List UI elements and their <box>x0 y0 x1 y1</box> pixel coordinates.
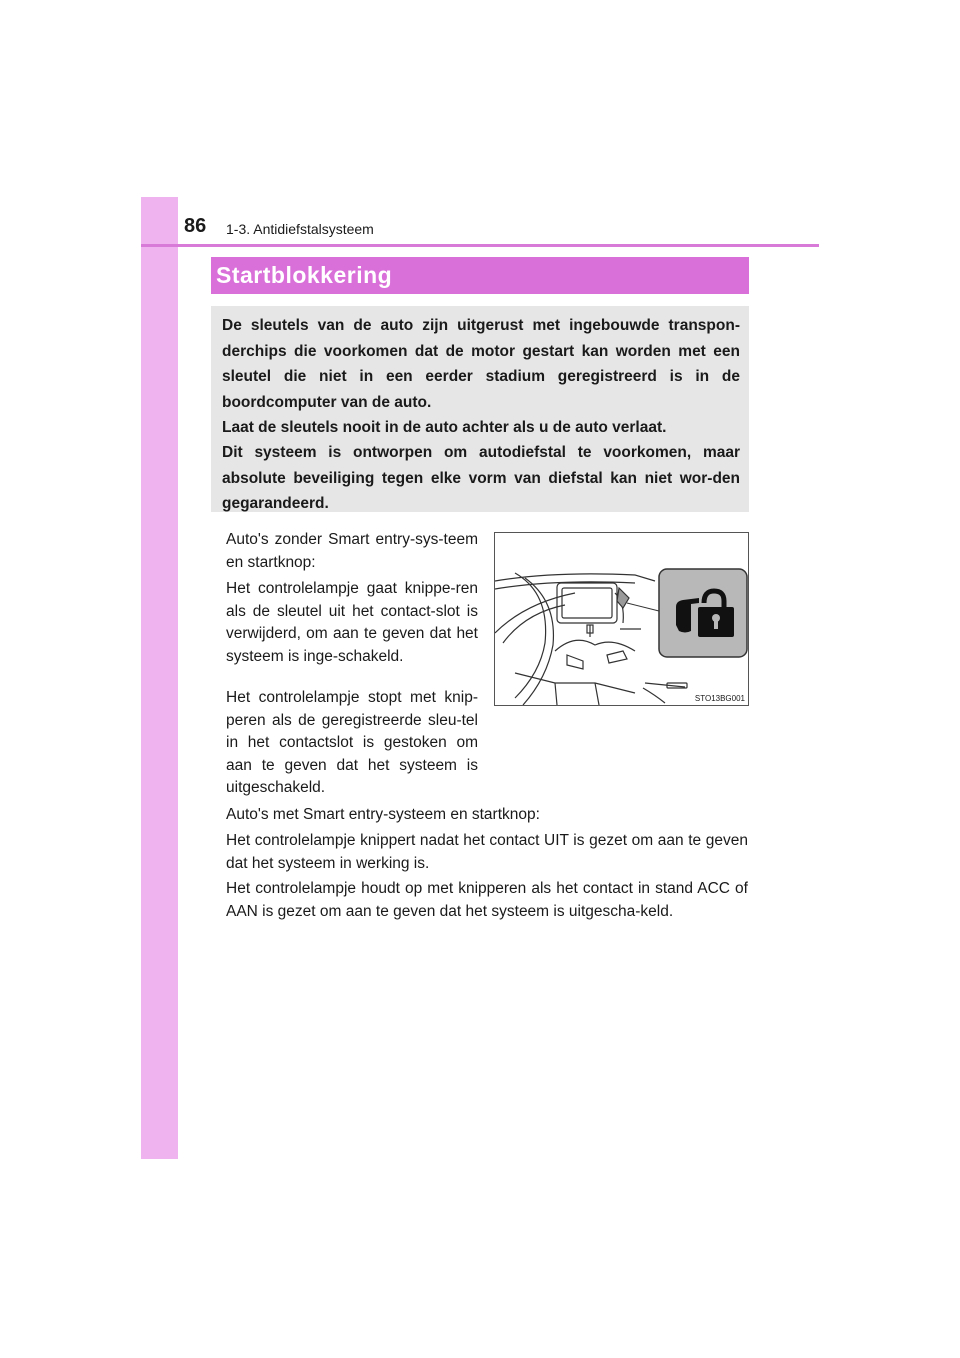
page-number: 86 <box>184 215 207 237</box>
body-paragraph-1: Auto's zonder Smart entry-sys-teem en startknop: <box>226 531 478 571</box>
chapter-sidebar-tab <box>141 197 178 1159</box>
figure-code: STO13BG001 <box>694 694 745 703</box>
body-paragraph-6: Het controlelampje houdt op met knipperen als het contact in stand ACC of AAN is gezet om aan te geven dat het systeem is uitgescha-keld. <box>226 880 748 920</box>
dashboard-illustration <box>495 533 749 706</box>
body-paragraph-2: Het controlelampje gaat knippe-ren als de sleutel uit het contact-slot is verwijderd, om aan te geven dat het systeem is inge-schakeld. <box>226 580 478 665</box>
body-paragraph-5: Het controlelampje knippert nadat het contact UIT is gezet om aan te geven dat het systeem in werking is. <box>226 832 748 872</box>
info-paragraph-3: Dit systeem is ontworpen om autodiefstal te voorkomen, maar absolute beveiliging tegen elke vorm van diefstal kan niet wor-den gegarandeerd. <box>222 444 740 512</box>
section-label: 1-3. Antidiefstalsysteem <box>226 221 374 237</box>
page-title: Startblokkering <box>216 262 393 288</box>
body-paragraph-3: Het controlelampje stopt met knip-peren als de geregistreerde sleu-tel in het contactslot is gestoken om aan te geven dat het systeem is uitgeschakeld. <box>226 689 478 796</box>
body-paragraph-4: Auto's met Smart entry-systeem en startknop: <box>226 806 540 823</box>
info-paragraph-1: De sleutels van de auto zijn uitgerust met ingebouwde transpon-derchips die voorkomen dat de motor gestart kan worden met een sleutel die niet in een eerder stadium geregistreerd is in de boordcomputer van de auto. <box>222 317 740 411</box>
info-paragraph-2: Laat de sleutels nooit in de auto achter als u de auto verlaat. <box>222 419 667 436</box>
dashboard-figure <box>494 532 749 706</box>
info-box <box>211 306 749 512</box>
header-rule <box>141 244 819 247</box>
